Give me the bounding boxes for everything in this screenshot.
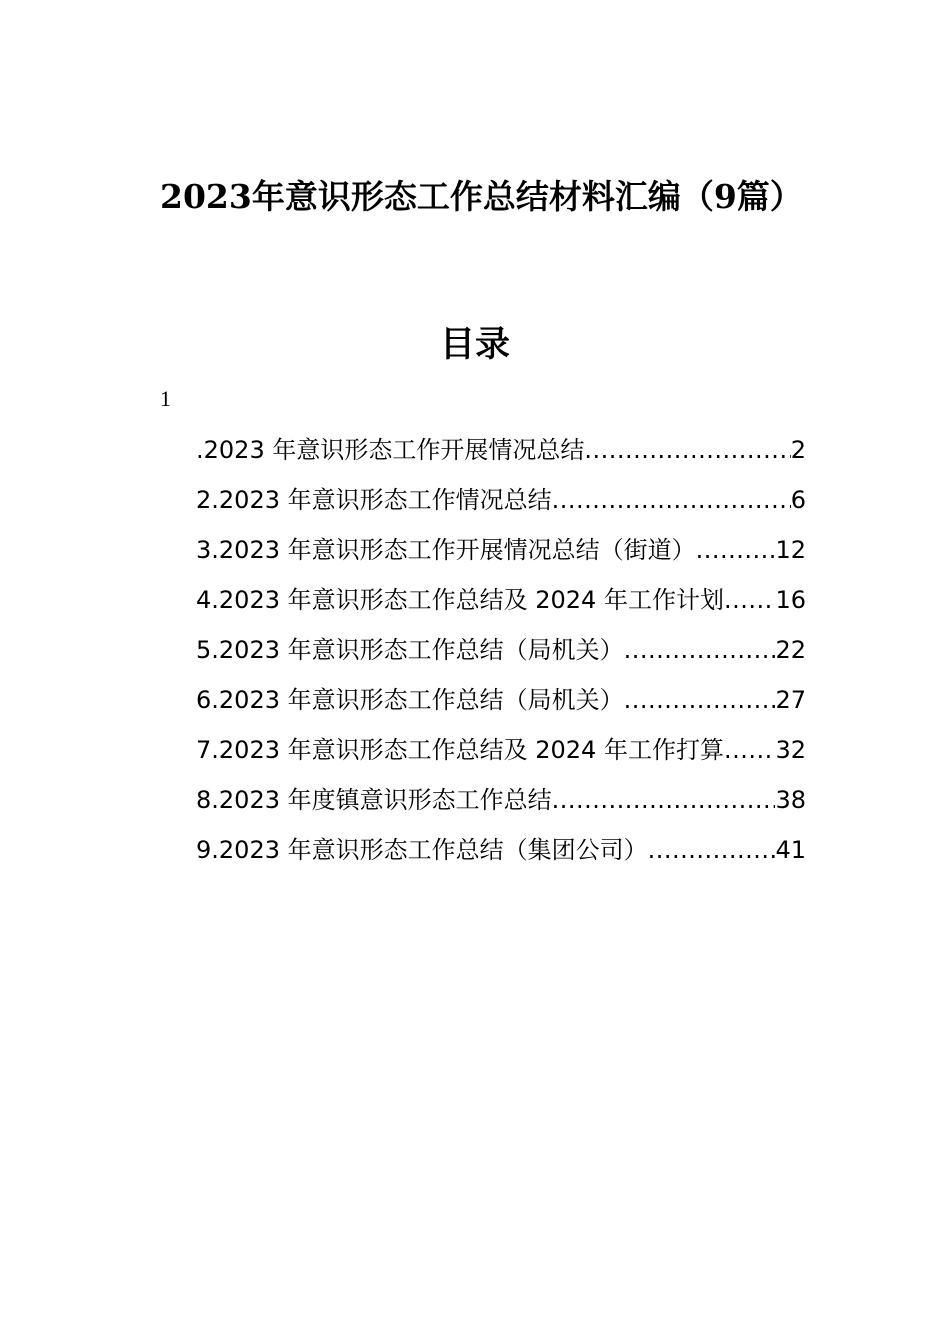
table-of-contents — [196, 425, 806, 875]
toc-page-number: 27 — [775, 686, 806, 714]
toc-entry-9[interactable] — [196, 825, 806, 875]
toc-entry-title: 2.2023 年意识形态工作情况总结 — [196, 486, 552, 514]
toc-page-number: 6 — [790, 486, 806, 514]
toc-entry-1[interactable] — [196, 425, 806, 475]
toc-page-number: 22 — [775, 636, 806, 664]
toc-page-number: 12 — [775, 536, 806, 564]
toc-dot-leader — [624, 625, 776, 675]
toc-entry-title: 5.2023 年意识形态工作总结（局机关） — [196, 636, 624, 664]
toc-entry-6[interactable] — [196, 675, 806, 725]
toc-entry-title: 8.2023 年度镇意识形态工作总结 — [196, 786, 552, 814]
toc-entry-title: 6.2023 年意识形态工作总结（局机关） — [196, 686, 624, 714]
toc-page-number: 38 — [775, 786, 806, 814]
document-title: 2023年意识形态工作总结材料汇编（9篇） — [160, 177, 803, 216]
toc-page-number: 2 — [790, 436, 806, 464]
toc-entry-7[interactable] — [196, 725, 806, 775]
toc-dot-leader — [724, 575, 776, 625]
toc-dot-leader — [648, 825, 776, 875]
toc-page-number: 16 — [775, 586, 806, 614]
toc-entry-5[interactable] — [196, 625, 806, 675]
toc-heading: 目录 — [439, 324, 510, 365]
toc-entry-4[interactable] — [196, 575, 806, 625]
toc-number: 1 — [160, 386, 171, 411]
toc-entry-8[interactable] — [196, 775, 806, 825]
toc-dot-leader — [552, 475, 791, 525]
toc-entry-title: 3.2023 年意识形态工作开展情况总结（街道） — [196, 536, 696, 564]
toc-entry-title: .2023 年意识形态工作开展情况总结 — [196, 436, 585, 464]
toc-page-number: 41 — [775, 836, 806, 864]
toc-page-number: 32 — [775, 736, 806, 764]
toc-dot-leader — [696, 525, 776, 575]
toc-entry-2[interactable] — [196, 475, 806, 525]
toc-entry-title: 4.2023 年意识形态工作总结及 2024 年工作计划 — [196, 586, 724, 614]
toc-entry-title: 7.2023 年意识形态工作总结及 2024 年工作打算 — [196, 736, 724, 764]
toc-dot-leader — [624, 675, 776, 725]
toc-entry-title: 9.2023 年意识形态工作总结（集团公司） — [196, 836, 648, 864]
toc-dot-leader — [724, 725, 776, 775]
toc-entry-3[interactable] — [196, 525, 806, 575]
toc-dot-leader — [552, 775, 776, 825]
toc-dot-leader — [584, 425, 790, 475]
